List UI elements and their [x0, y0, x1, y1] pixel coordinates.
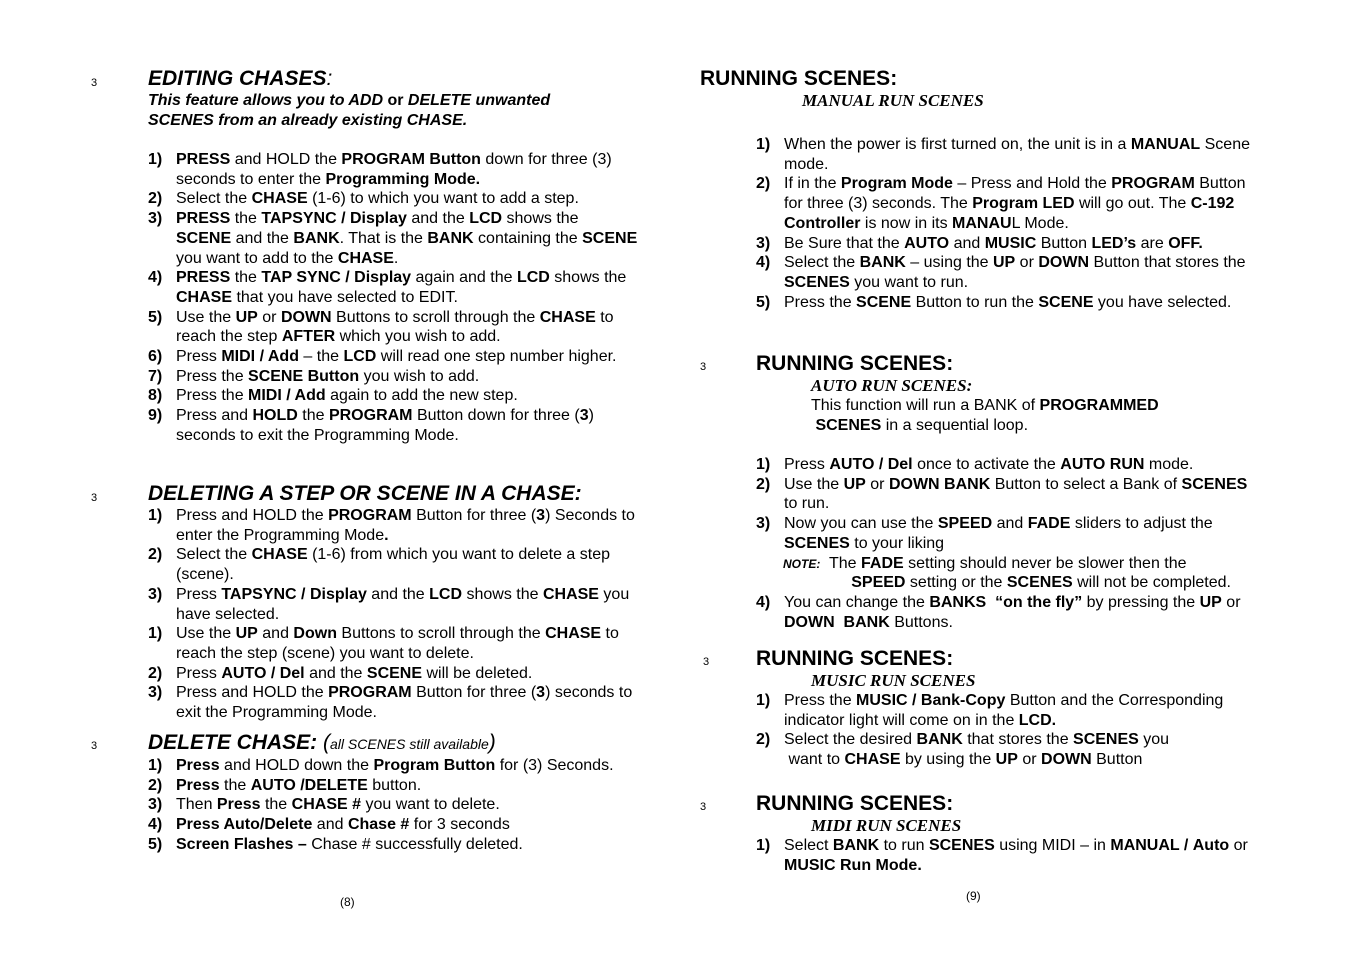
section-heading: DELETING A STEP OR SCENE IN A CHASE: [148, 482, 582, 505]
step-number: 6) [148, 348, 163, 366]
right-page [676, 0, 1351, 954]
section-manual-steps [756, 135, 1256, 312]
step-text: Press the AUTO /DELETE button. [176, 776, 422, 794]
section-subheading: MIDI RUN SCENES [811, 816, 962, 835]
section-auto-run [756, 352, 1256, 632]
step-text: Press the MUSIC / Bank-Copy Button and the Corresponding indicator light will come on in the LCD. [784, 692, 1224, 729]
step-text: Press the SCENE Button you wish to add. [176, 367, 480, 385]
section-subheading: MANUAL RUN SCENES [802, 91, 984, 110]
step-text: Use the UP or DOWN Buttons to scroll through the CHASE to reach the step AFTER which you wish to add. [176, 308, 614, 346]
list-item [148, 815, 638, 835]
list-item [148, 189, 638, 209]
step-text: PRESS the TAPSYNC / Display and the LCD shows the SCENE and the BANK. That is the BANK containing the SCENE you want to add to the CHASE. [176, 210, 638, 267]
step-number: 2) [756, 731, 771, 749]
list-item [756, 593, 1256, 632]
step-number: 3) [148, 796, 163, 814]
step-number: 2) [148, 776, 163, 794]
section-marker: 3 [700, 801, 707, 813]
list-item [756, 135, 1256, 174]
step-text: Press AUTO / Del once to activate the AUTO RUN mode. [784, 456, 1194, 473]
section-delete-chase [148, 731, 638, 855]
step-list [756, 593, 1256, 632]
step-number: 5) [148, 835, 163, 853]
section-editing-chases [148, 67, 638, 446]
step-number: 1) [148, 151, 163, 168]
step-text: Select the BANK – using the UP or DOWN Button that stores the SCENES you want to run. [784, 254, 1246, 291]
section-subheading: AUTO RUN SCENES: [811, 376, 973, 395]
step-list [148, 506, 648, 723]
note [783, 554, 1256, 593]
section-deleting-step [148, 482, 648, 723]
step-text: Select the desired BANK that stores the SCENES you want to CHASE by using the UP or DOWN Button [784, 731, 1170, 769]
step-text: Press and HOLD the PROGRAM Button for three (3) Seconds to enter the Programming Mode. [176, 507, 635, 544]
step-list [148, 150, 638, 446]
list-item [148, 585, 648, 624]
list-item [148, 209, 638, 268]
list-item [756, 836, 1256, 875]
step-list [756, 135, 1256, 312]
step-number: 4) [148, 269, 163, 287]
list-item [148, 795, 638, 815]
section-midi-run [756, 792, 1256, 875]
step-text: Press TAPSYNC / Display and the LCD shows the CHASE you have selected. [176, 585, 630, 623]
section-marker: 3 [700, 361, 707, 373]
step-list [756, 455, 1256, 554]
step-number: 1) [148, 625, 163, 643]
step-number: 1) [756, 456, 771, 473]
step-number: 1) [148, 507, 163, 524]
step-text: Then Press the CHASE # you want to delete. [176, 796, 500, 814]
list-item [756, 174, 1256, 233]
step-text: Use the UP and Down Buttons to scroll through the CHASE to reach the step (scene) you want to delete. [176, 625, 619, 662]
step-number: 7) [148, 367, 163, 385]
step-number: 2) [148, 546, 163, 564]
step-text: Press MIDI / Add – the LCD will read one step number higher. [176, 348, 617, 366]
list-item [148, 347, 638, 367]
step-text: Press and HOLD the PROGRAM Button down for three (3) seconds to exit the Programming Mode. [176, 407, 594, 444]
step-text: PRESS and HOLD the PROGRAM Button down for three (3) seconds to enter the Programming Mode. [176, 151, 612, 188]
section-manual-run [700, 67, 1260, 111]
step-text: Press and HOLD the PROGRAM Button for three (3) seconds to exit the Programming Mode. [176, 684, 633, 722]
section-subheading: MUSIC RUN SCENES [811, 671, 976, 690]
note-label: NOTE: [783, 556, 821, 571]
step-number: 3) [148, 210, 163, 228]
list-item [148, 268, 638, 307]
step-text: Use the UP or DOWN BANK Button to select a Bank of SCENES to run. [784, 475, 1248, 513]
step-number: 2) [148, 664, 163, 682]
step-number: 3) [756, 515, 771, 533]
step-number: 5) [756, 293, 771, 311]
step-text: Press AUTO / Del and the SCENE will be deleted. [176, 664, 533, 682]
list-item [148, 367, 638, 387]
step-text: Press the MIDI / Add again to add the new step. [176, 387, 518, 405]
list-item [756, 475, 1256, 514]
step-text: You can change the BANKS “on the fly” by pressing the UP or DOWN BANK Buttons. [784, 593, 1241, 631]
step-number: 1) [148, 757, 163, 774]
list-item [148, 835, 638, 855]
step-number: 3) [756, 234, 771, 252]
list-item [756, 691, 1256, 730]
step-number: 4) [756, 593, 771, 611]
section-intro: This feature allows you to ADD or DELETE unwanted SCENES from an already existing CHASE. [148, 92, 551, 129]
list-item [756, 730, 1256, 769]
step-number: 8) [148, 387, 163, 405]
section-heading: RUNNING SCENES: [756, 352, 954, 375]
list-item [148, 756, 638, 776]
section-description: This function will run a BANK of PROGRAMMED SCENES in a sequential loop. [811, 397, 1159, 434]
list-item [756, 253, 1256, 292]
list-item [756, 514, 1256, 553]
step-text: Select the CHASE (1-6) from which you want to delete a step (scene). [176, 546, 610, 584]
step-text: Press and HOLD down the Program Button for (3) Seconds. [176, 757, 614, 774]
step-text: Select BANK to run SCENES using MIDI – in MANUAL / Auto or MUSIC Run Mode. [784, 837, 1248, 874]
step-text: If in the Program Mode – Press and Hold the PROGRAM Button for three (3) seconds. The Program LED will go out. The C-192 Controller is now in its MANAUL Mode. [784, 175, 1246, 232]
page-number: (9) [966, 889, 981, 903]
step-text: When the power is first turned on, the unit is in a MANUAL Scene mode. [784, 136, 1250, 173]
list-item [148, 683, 648, 722]
list-item [148, 776, 638, 796]
step-list [756, 691, 1256, 770]
page-number: (8) [340, 895, 355, 909]
step-text: Press Auto/Delete and Chase # for 3 seconds [176, 816, 510, 834]
step-number: 2) [756, 475, 771, 493]
list-item [148, 664, 648, 684]
step-number: 2) [148, 190, 163, 208]
step-text: Select the CHASE (1-6) to which you want to add a step. [176, 190, 579, 208]
list-item [756, 293, 1256, 313]
step-number: 1) [756, 837, 771, 854]
step-text: Be Sure that the AUTO and MUSIC Button LED’s are OFF. [784, 234, 1203, 252]
section-heading: DELETE CHASE: (all SCENES still available) [148, 731, 496, 754]
section-marker: 3 [703, 656, 710, 668]
list-item [148, 506, 648, 545]
step-number: 1) [756, 692, 771, 709]
step-number: 5) [148, 308, 163, 326]
step-number: 2) [756, 175, 771, 193]
list-item [148, 308, 638, 347]
note-text: The FADE setting should never be slower then the SPEED setting or the SCENES will not be completed. [829, 554, 1231, 592]
step-text: Screen Flashes – Chase # successfully deleted. [176, 835, 523, 853]
list-item [148, 386, 638, 406]
section-marker: 3 [91, 740, 98, 752]
section-heading: RUNNING SCENES: [756, 647, 954, 670]
step-text: Press the SCENE Button to run the SCENE you have selected. [784, 293, 1232, 311]
step-number: 3) [148, 585, 163, 603]
section-marker: 3 [91, 77, 98, 89]
list-item [148, 545, 648, 584]
section-music-run [756, 647, 1256, 770]
section-heading: RUNNING SCENES: [756, 792, 954, 815]
step-text: Now you can use the SPEED and FADE sliders to adjust the SCENES to your liking [784, 515, 1213, 552]
section-marker: 3 [91, 492, 98, 504]
step-number: 9) [148, 407, 163, 425]
step-number: 4) [756, 254, 771, 272]
section-heading: EDITING CHASES: [148, 67, 333, 90]
step-list [148, 756, 638, 855]
list-item [148, 624, 648, 663]
step-number: 4) [148, 816, 163, 834]
list-item [148, 150, 638, 189]
step-text: PRESS the TAP SYNC / Display again and the LCD shows the CHASE that you have selected to EDIT. [176, 269, 627, 306]
section-heading: RUNNING SCENES: [700, 67, 898, 90]
list-item [756, 234, 1256, 254]
step-number: 1) [756, 136, 771, 153]
list-item [756, 455, 1256, 475]
step-number: 3) [148, 684, 163, 702]
step-list [756, 836, 1256, 875]
list-item [148, 406, 638, 445]
